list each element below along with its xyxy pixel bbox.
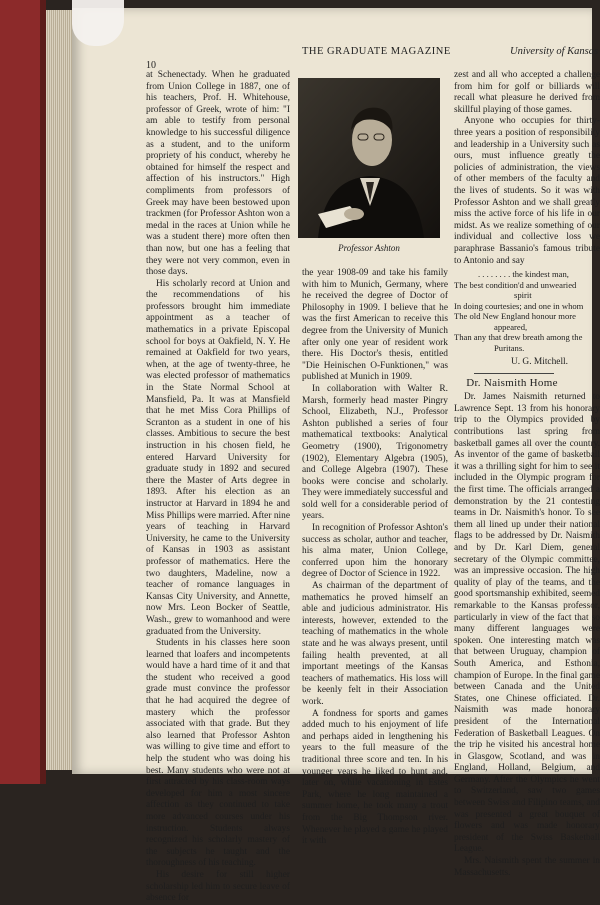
column-1 (146, 70, 290, 904)
paragraph: In recognition of Professor Ashton's success as scholar, author and teacher, his alma mater, Union College, conferred upon him the honorary degree of Doctor of Science in 1922. (302, 523, 448, 580)
page-number: 10 (146, 60, 156, 71)
poem-line: The best condition'd and unwearied (454, 279, 577, 290)
paragraph: at Schenectady. When he graduated from Union College in 1887, one of his teachers, Prof. H. Whitehouse, professor of Greek, wrote of him: "I am able to testify from personal knowledge to his successful diligence as a student, and to the uniform propriety of his conduct, whereby he obtained for himself the respect and affection of his instructors." High compliments from professors of Greek may have been bestowed upon trackmen (for Professor Ashton won a medal in the races at Union while he was a student there) more often then than now, but one has a feeling that they were not very common, even in those days. (146, 70, 290, 278)
page-edges (46, 10, 72, 770)
paragraph: Students in his classes here soon learned that loafers and incompetents would have a hard time of it and that the student who received a good grade must convince the professor that he had acquired the degree of mastery which the professor associated with that grade. But they also learned that Professor Ashton was willing to give time and effort to help the student who was doing his best. Many students who were not at first attracted by his class-room ways developed for him a most sincere affection as they continued to take more advanced courses under his instruction. Students always recognized his scholarly mastery of the subjects he taught and the thoroughness of his teaching. (146, 638, 290, 869)
paragraph: A fondness for sports and games added much to his enjoyment of life and perhaps aided in lengthening his years to the full measure of the traditional three score and ten. In his younger years he liked to hunt and, later on, while vacationing in Estes Park, where he long maintained a summer home, he took many a trout from the Big Thompson river. Whenever he played a game he played it with (302, 708, 448, 847)
author-signature: U. G. Mitchell. (510, 357, 568, 368)
poem-line: Than any that drew breath among the (454, 332, 583, 343)
poem-line: . . . . . . . . the kindest man, (478, 269, 569, 280)
poem-line: appeared, (494, 321, 528, 332)
paragraph: As chairman of the department of mathematics he proved himself an able and judicious administrator. His interests, however, extended to the teaching of mathematics in the whole state and he was always present, until failing health prevented, at all important meetings of the Kansas teachers of mathematics. His loss will be keenly felt in their Association work. (302, 581, 448, 707)
paragraph: the year 1908-09 and take his family with him to Munich, Germany, where he received the degree of Doctor of Philosophy in 1909. I believe that he was the first American to receive this degree from the University of Munich after only one year of resident work there. His Doctor's thesis, entitled "Die Heinischen O-Funktionen," was published at Munich in 1909. (302, 268, 448, 383)
portrait-photo (298, 78, 440, 238)
poem-line: The old New England honour more (454, 311, 576, 322)
book-cover (0, 0, 44, 784)
paragraph: Anyone who occupies for thirty-three years a position of responsibility and leadership in a University such as ours, must influence greatly the policies of administration, the views of other members of the faculty and the lives of students. So it was with Professor Ashton and we shall greatly miss the active force of his life in our midst. As we realize something of our individual and collective loss we paraphrase Bassanio's famous tribute to Antonio and say (454, 116, 600, 266)
poem-line: spirit (514, 290, 532, 301)
paragraph: His scholarly record at Union and the recommendations of his professors brought him immediate appointment as a teacher of mathematics in a private Episcopal school for boys at Oakfield, N. Y. He remained at Oakfield for two years, when, at the age of twenty-three, he was elected professor of mathematics in the State Normal School at Mansfield, Pa. It was at Mansfield that he met Miss Cora Phillips of Scranton as a student in one of his classes. Ambitious to secure the best instruction in his chosen field, he entered Harvard University for graduate study in 1892 and secured there the Master of Arts degree in 1893. After his election as an instructor at Harvard in 1894 he and Miss Phillips were married. After nine years of teaching in Harvard University, he came to the University of Kansas in 1903 as assistant professor of mathematics. Here the two daughters, Madeline, now a teacher of romance languages in Kansas City University, and Annette, now Mrs. Leon Bocker of Seattle, Wash., grew to womanhood and were graduated from the University. (146, 278, 290, 637)
photo-caption: Professor Ashton (338, 243, 400, 253)
paragraph: Dr. James Naismith returned to Lawrence Sept. 13 from his honorary trip to the Olympics provided by contributions last spring from basketball games all over the country. As inventor of the game of basketball it was a thrilling sight for him to see it included in the Olympic program for the first time. The officials arranged a demonstration by the 21 contesting teams in Dr. Naismith's honor. To see them all lined up under their national flags to be addressed by Dr. Naismith and by Dr. Karl Diem, general secretary of the Olympic committee, was an impressive occasion. The high quality of play of the teams, and the good sportsmanship exhibited, seemed remarkable to the Kansas professor, particularly in view of the fact that so many different languages were spoken. One interesting match was that between Uruguay, champion of South America, and Esthonia, champion of Europe. In the final game between Canada and the United States, one Chinese officiated. Dr. Naismith was made honorary president of the International Federation of Basketball Leagues. On the trip he visited his ancestral home in Glasgow, Scotland, and was in England, Holland, Belgium, and Germany. After the Olympics he went to Switzerland, saw two games between Swiss and Filipino teams, and was presented a great bouquet of flowers and was made honorary president of the Swiss Basketball League. (454, 392, 600, 855)
poem-line: In doing courtesies; and one in whom (454, 300, 584, 311)
portrait-illustration (298, 78, 440, 238)
poem-quote (454, 269, 600, 353)
magazine-title: THE GRADUATE MAGAZINE (302, 46, 451, 57)
column-3 (454, 70, 600, 878)
paragraph: In collaboration with Walter R. Marsh, formerly head master Pingry School, Elizabeth, N.J., Professor Ashton published a series of four mathematical textbooks: Analytical Geometry (1900), Trigonometry (1902), Elementary Algebra (1905), and College Algebra (1907). These books were concise and scholarly. They were immediately successful and sold well for a considerable period of years. (302, 383, 448, 522)
column-2 (302, 268, 448, 847)
running-head: University of Kansas (510, 46, 599, 57)
paragraph: Mrs. Naismith spent the summer in Massachusetts. (454, 856, 600, 878)
paragraph: His desire for still higher scholarship led him to secure leave of absence for (146, 869, 290, 904)
divider (474, 373, 554, 374)
paragraph: zest and all who accepted a challenge from him for golf or billiards will recall what pleasure he derived from skillful playing of those games. (454, 70, 600, 115)
poem-line: Puritans. (494, 342, 525, 353)
section-title: Dr. Naismith Home (466, 376, 558, 389)
